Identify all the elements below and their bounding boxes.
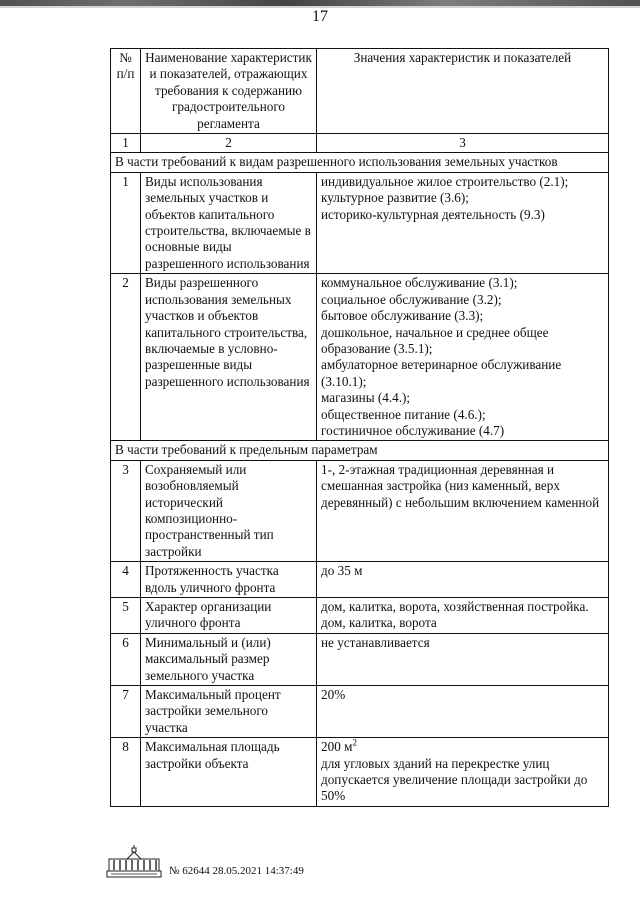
- document-footer: [105, 845, 365, 885]
- row-number: 5: [111, 598, 141, 634]
- header-name: Наименование характеристик и показателей, отражающих требования к содержанию градостроительного регламента: [141, 49, 317, 134]
- row-name: Максимальный процент застройки земельного участка: [141, 686, 317, 738]
- header-num: № п/п: [111, 49, 141, 134]
- row-value: [317, 686, 609, 738]
- section-row: [111, 441, 609, 460]
- row-number: 4: [111, 562, 141, 598]
- column-number: 3: [317, 134, 609, 153]
- table-row: [111, 633, 609, 685]
- table-row: [111, 598, 609, 634]
- row-value: [317, 562, 609, 598]
- row-name: Протяженность участка вдоль уличного фронта: [141, 562, 317, 598]
- value-line: бытовое обслуживание (3.3);: [321, 308, 484, 324]
- row-name: Сохраняемый или возобновляемый исторический композиционно-пространственный тип застройки: [141, 460, 317, 561]
- row-name: Минимальный и (или) максимальный размер земельного участка: [141, 633, 317, 685]
- value-line: коммунальное обслуживание (3.1);: [321, 275, 518, 291]
- value-line: дом, калитка, ворота, хозяйственная постройка.: [321, 599, 589, 614]
- value-line: 1-, 2-этажная традиционная деревянная и смешанная застройка (низ каменный, верх деревянный) с небольшим включением каменной: [321, 461, 600, 510]
- row-name: Виды использования земельных участков и объектов капитального строительства, включаемые в основные виды разрешенного использования: [141, 172, 317, 273]
- row-value: [317, 460, 609, 561]
- document-timestamp: 28.05.2021 14:37:49: [212, 865, 304, 877]
- table-row: [111, 686, 609, 738]
- value-line: гостиничное обслуживание (4.7): [321, 422, 505, 438]
- row-name: Максимальная площадь застройки объекта: [141, 738, 317, 807]
- government-building-icon: [105, 845, 163, 879]
- row-number: 6: [111, 633, 141, 685]
- row-value: [317, 172, 609, 273]
- table-row: [111, 738, 609, 807]
- table-row: [111, 562, 609, 598]
- value-line: для угловых зданий на перекрестке улиц допускается увеличение площади застройки до 50%: [321, 755, 588, 804]
- value-line: историко-культурная деятельность (9.3): [321, 206, 545, 222]
- value-line: культурное развитие (3.6);: [321, 190, 469, 206]
- row-value: [317, 633, 609, 685]
- row-value: [317, 598, 609, 634]
- regulation-table: [110, 48, 609, 807]
- value-line: индивидуальное жилое строительство (2.1);: [321, 173, 569, 189]
- table-row: [111, 460, 609, 561]
- table-row: [111, 172, 609, 273]
- value-line: не устанавливается: [321, 634, 430, 650]
- area-unit-exponent: 2: [352, 737, 357, 748]
- table-column-numbers-row: [111, 134, 609, 153]
- value-line: социальное обслуживание (3.2);: [321, 291, 502, 307]
- value-line: до 35 м: [321, 563, 363, 579]
- row-value: [317, 274, 609, 441]
- area-value: 200 м: [321, 739, 353, 755]
- row-number: 8: [111, 738, 141, 807]
- row-number: 3: [111, 460, 141, 561]
- header-value: Значения характеристик и показателей: [317, 49, 609, 134]
- table-row: [111, 274, 609, 441]
- value-line: общественное питание (4.6.);: [321, 406, 486, 422]
- row-name: Характер организации уличного фронта: [141, 598, 317, 634]
- value-line: 20%: [321, 687, 346, 703]
- table-header-row: [111, 49, 609, 134]
- section-row: [111, 153, 609, 172]
- section-title: В части требований к видам разрешенного использования земельных участков: [111, 153, 609, 172]
- row-value: [317, 738, 609, 807]
- page-number: 17: [312, 8, 328, 25]
- column-number: 1: [111, 134, 141, 153]
- value-line: [321, 739, 604, 755]
- row-number: 7: [111, 686, 141, 738]
- section-title: В части требований к предельным параметрам: [111, 441, 609, 460]
- value-line: дом, калитка, ворота: [321, 615, 437, 631]
- value-line: амбулаторное ветеринарное обслуживание (3.10.1);: [321, 357, 562, 389]
- row-number: 1: [111, 172, 141, 273]
- value-line: магазины (4.4.);: [321, 390, 411, 406]
- row-name: Виды разрешенного использования земельных участков и объектов капитального строительства, включаемые в условно-разрешенные виды разрешенного использования: [141, 274, 317, 441]
- document-stamp: [169, 865, 304, 877]
- row-number: 2: [111, 274, 141, 441]
- document-number: № 62644: [169, 865, 210, 877]
- value-line: дошкольное, начальное и среднее общее образование (3.5.1);: [321, 324, 549, 356]
- column-number: 2: [141, 134, 317, 153]
